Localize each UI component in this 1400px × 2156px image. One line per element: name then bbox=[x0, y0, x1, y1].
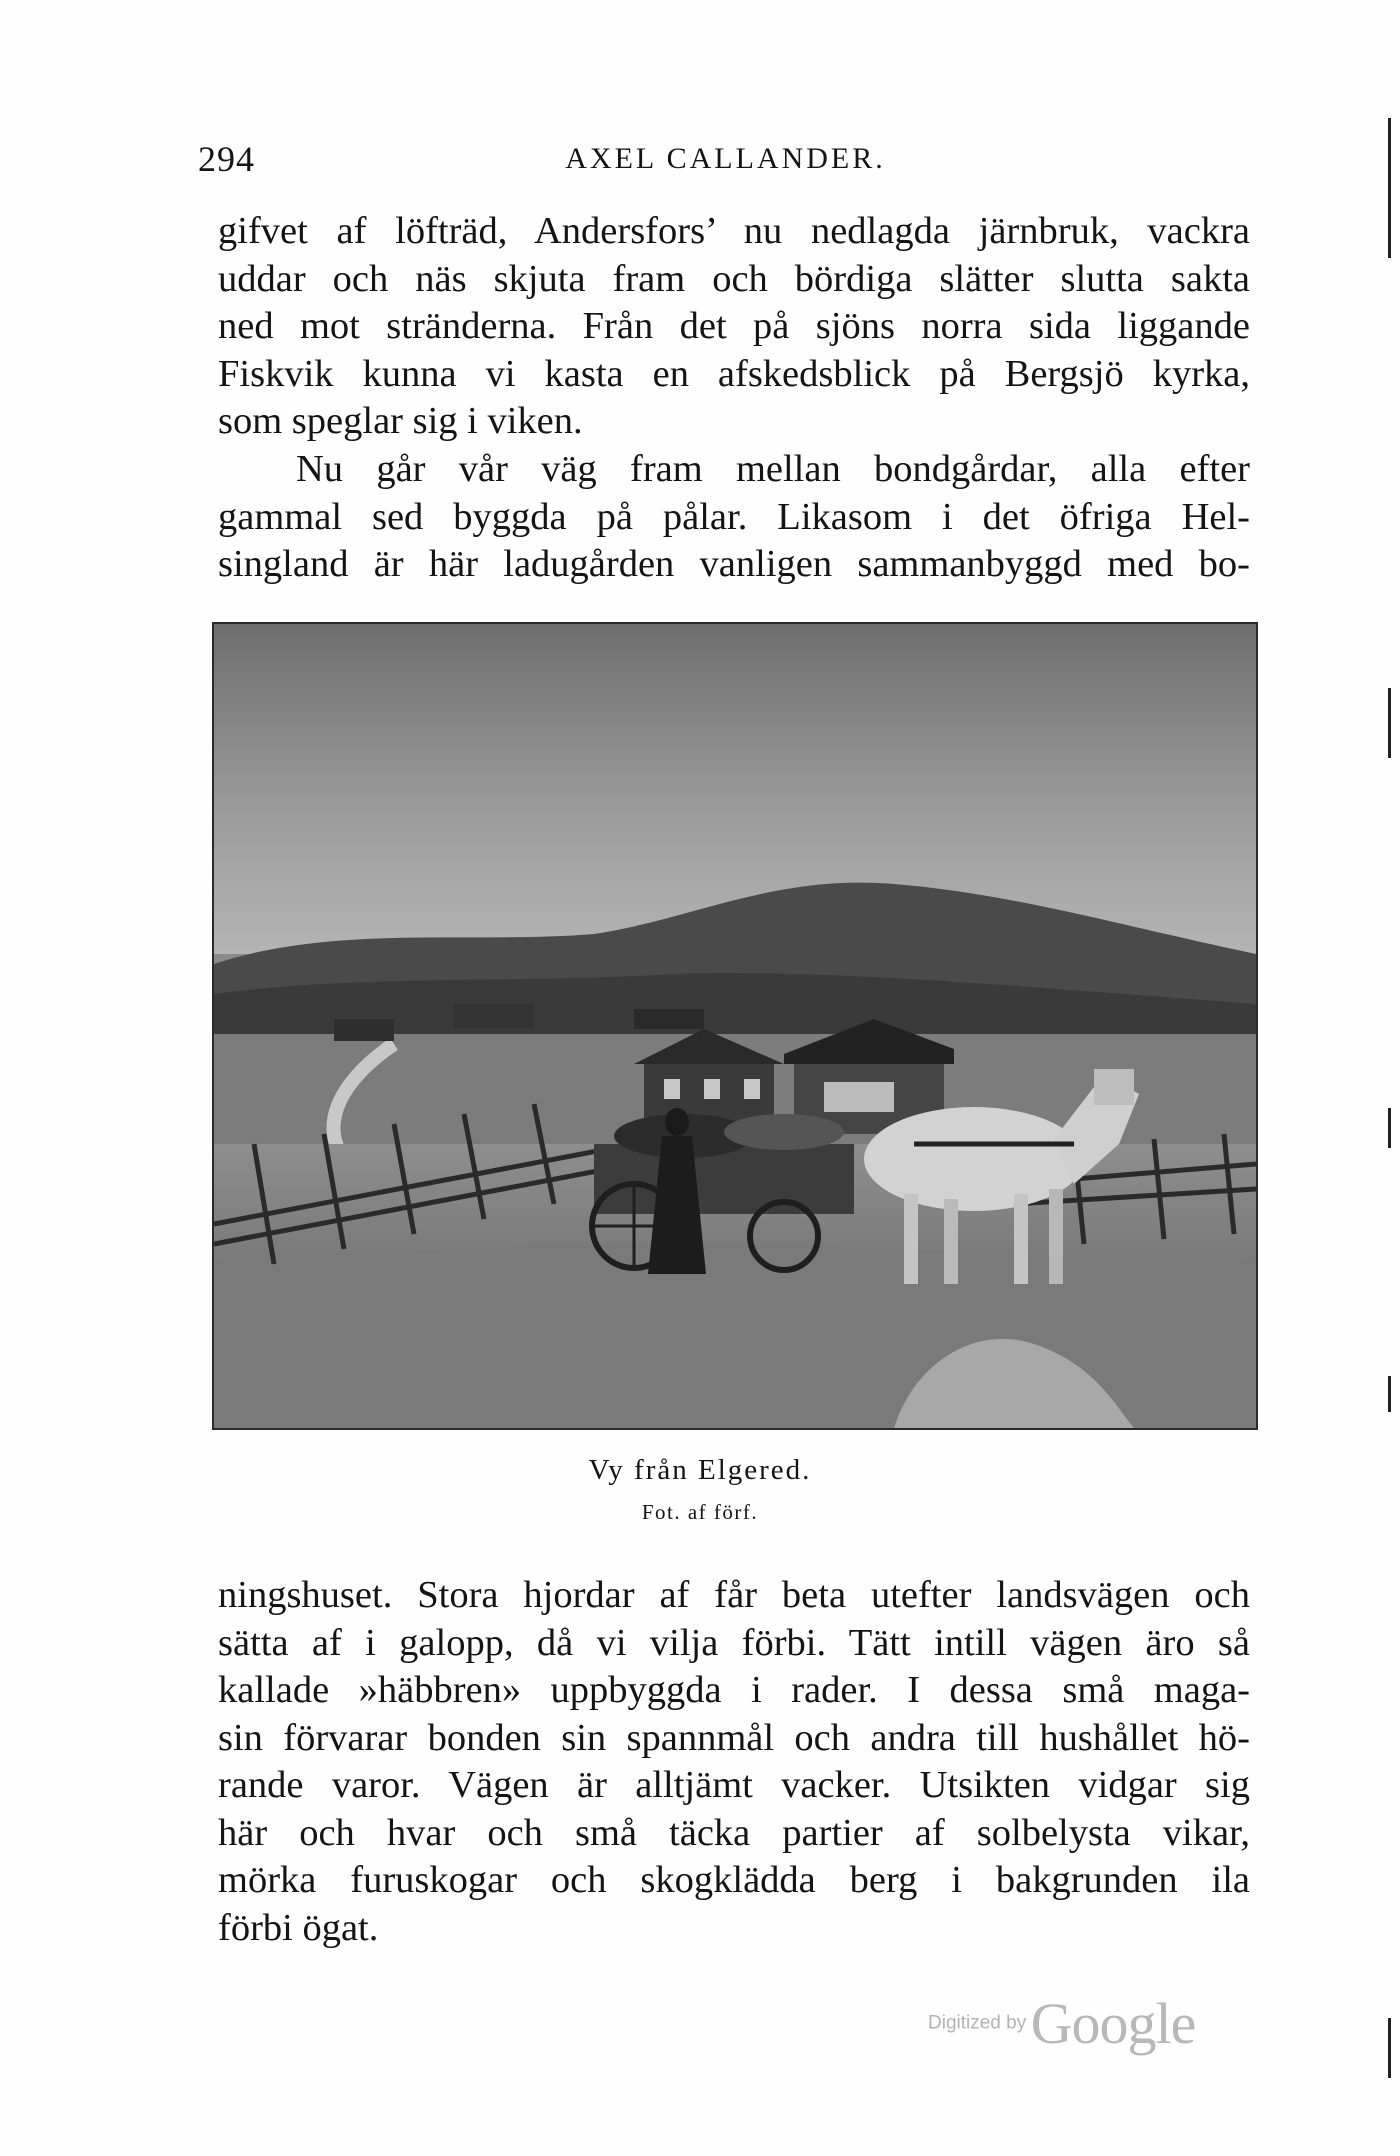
digitized-watermark bbox=[928, 1990, 1195, 2057]
scan-edge-mark bbox=[1388, 688, 1391, 758]
watermark-logo: Google bbox=[1030, 1991, 1196, 2056]
page-header bbox=[198, 138, 1253, 178]
text-line: här och hvar och små täcka partier af solbelysta vikar, bbox=[218, 1811, 1250, 1854]
figure-credit: Fot. af förf. bbox=[641, 1500, 759, 1524]
text-line: Nu går vår väg fram mellan bondgårdar, alla efter bbox=[296, 448, 1250, 490]
scan-edge-mark bbox=[1388, 118, 1391, 258]
text-line: Fiskvik kunna vi kasta en afskedsblick på Bergsjö kyrka, bbox=[218, 352, 1250, 395]
text-line: mörka furuskogar och skogklädda berg i bakgrunden ila bbox=[218, 1859, 1250, 1901]
text-line: sätta af i galopp, då vi vilja förbi. Tätt intill vägen äro så bbox=[218, 1621, 1250, 1664]
photograph bbox=[212, 622, 1258, 1430]
figure-caption: Vy från Elgered. bbox=[588, 1454, 812, 1486]
text-line: rande varor. Vägen är alltjämt vacker. Utsikten vidgar sig bbox=[218, 1764, 1250, 1806]
scan-edge-mark bbox=[1388, 1108, 1391, 1148]
text-line: ningshuset. Stora hjordar af får beta utefter landsvägen och bbox=[218, 1574, 1250, 1616]
text-line: kallade »häbbren» uppbyggda i rader. I dessa små maga- bbox=[218, 1669, 1250, 1711]
text-line: singland är här ladugården vanligen sammanbyggd med bo- bbox=[218, 543, 1250, 585]
text-line: som speglar sig i viken. bbox=[218, 400, 583, 442]
photograph-illustration bbox=[214, 624, 1256, 1428]
paragraph-top bbox=[218, 208, 1250, 446]
text-line: gifvet af löfträd, Andersfors’ nu nedlagda järnbruk, vackra bbox=[218, 210, 1250, 252]
text-line: förbi ögat. bbox=[218, 1906, 379, 1949]
text-line: ned mot stränderna. Från det på sjöns norra sida liggande bbox=[218, 305, 1250, 347]
page-number: 294 bbox=[198, 139, 255, 179]
paragraph-second bbox=[218, 446, 1250, 589]
text-line: sin förvarar bonden sin spannmål och andra till hushållet hö- bbox=[218, 1716, 1250, 1759]
scan-edge-mark bbox=[1388, 2018, 1391, 2078]
text-line: uddar och näs skjuta fram och bördiga slätter slutta sakta bbox=[218, 257, 1250, 300]
watermark-prefix: Digitized by bbox=[928, 2012, 1027, 2034]
paragraph-bottom bbox=[218, 1572, 1250, 1952]
scan-edge-mark bbox=[1388, 1376, 1391, 1412]
text-line: gammal sed byggda på pålar. Likasom i det öfriga Hel- bbox=[218, 495, 1250, 538]
running-head: AXEL CALLANDER. bbox=[565, 142, 886, 175]
